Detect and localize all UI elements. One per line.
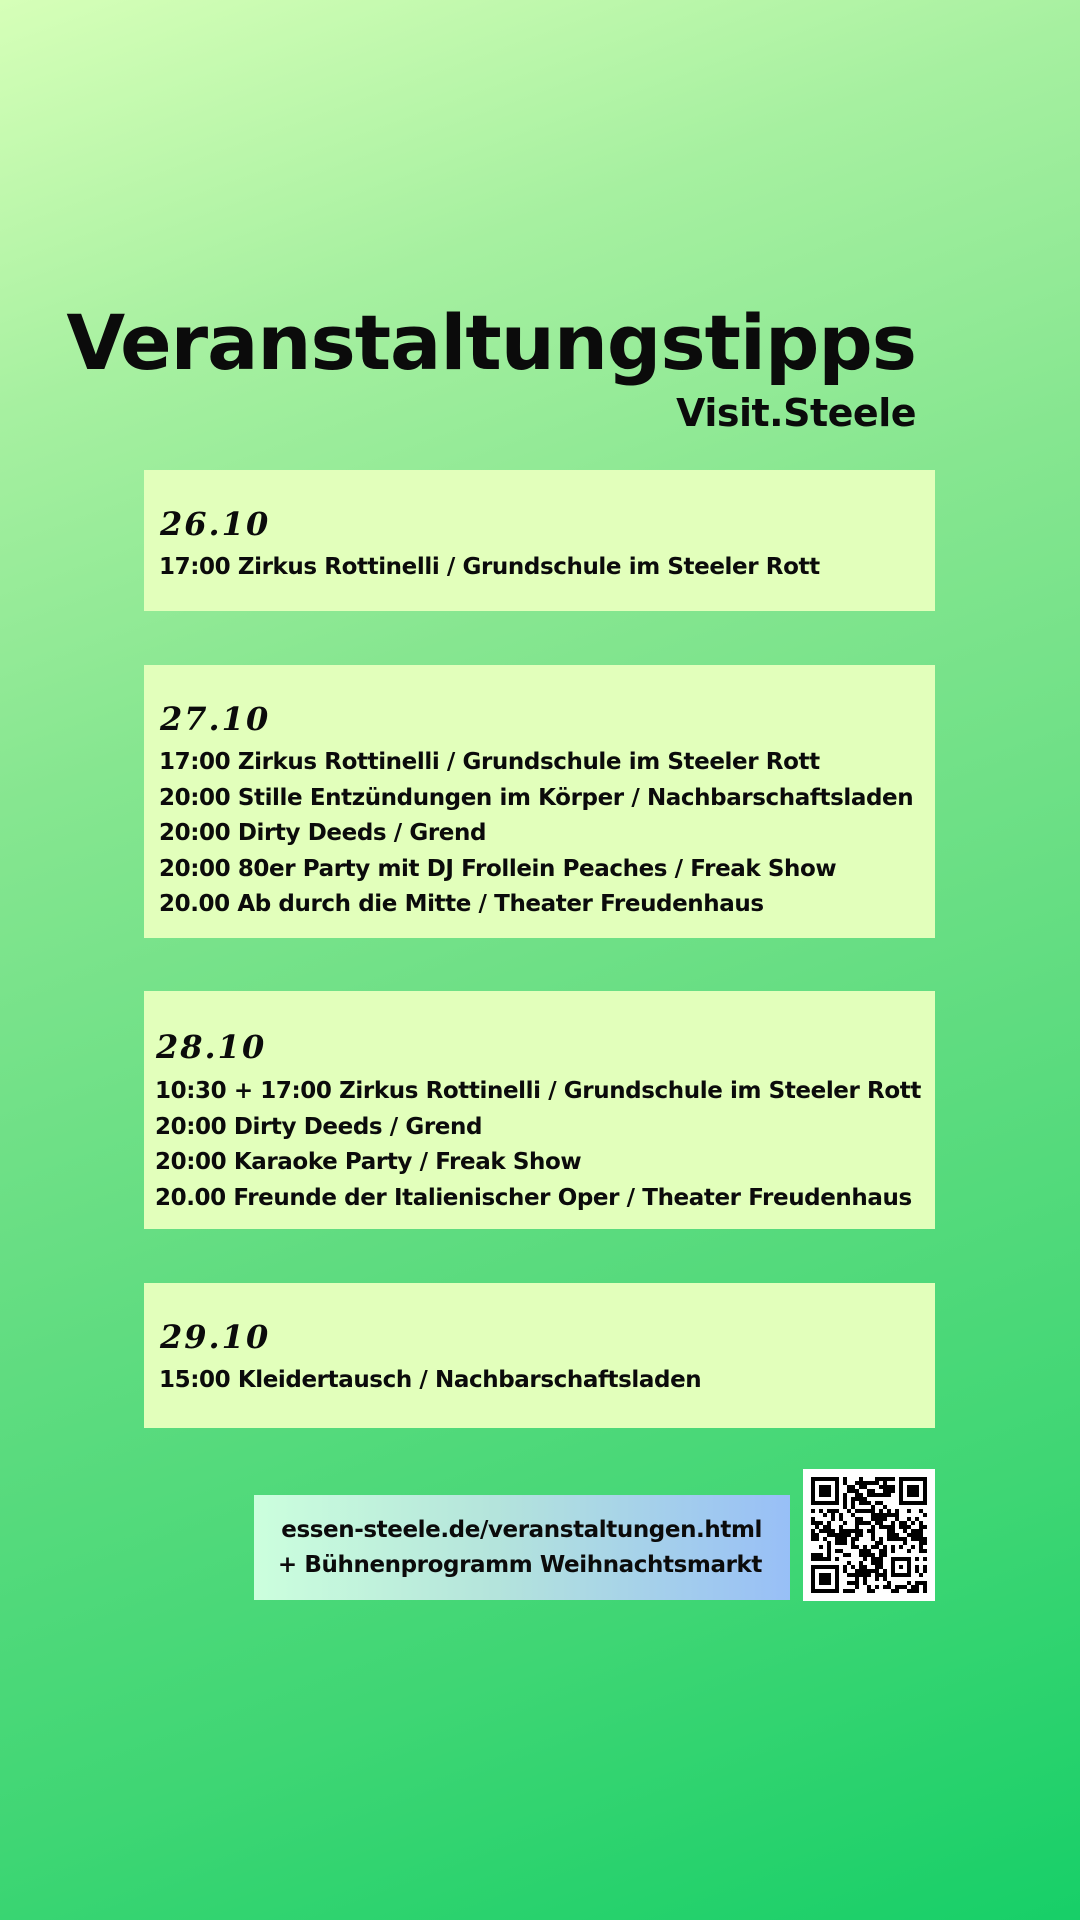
event-date: 28.10 bbox=[156, 1028, 267, 1066]
event-item: 15:00 Kleidertausch / Nachbarschaftsladen bbox=[159, 1367, 702, 1393]
stage-program-note: + Bühnenprogramm Weihnachtsmarkt bbox=[277, 1551, 762, 1578]
website-link-box[interactable] bbox=[254, 1495, 790, 1600]
page-title: Veranstaltungstipps bbox=[66, 298, 916, 387]
event-item: 20.00 Freunde der Italienischer Oper / Theater Freudenhaus bbox=[155, 1184, 912, 1211]
event-date: 27.10 bbox=[160, 700, 271, 738]
website-link[interactable]: essen-steele.de/veranstaltungen.html bbox=[281, 1516, 762, 1543]
event-day-card bbox=[144, 665, 935, 938]
event-day-card bbox=[144, 991, 935, 1229]
event-item: 20:00 Dirty Deeds / Grend bbox=[155, 1113, 483, 1140]
qr-code-icon bbox=[811, 1477, 927, 1593]
event-item: 20:00 Karaoke Party / Freak Show bbox=[155, 1149, 582, 1175]
page-subtitle: Visit.Steele bbox=[676, 391, 916, 435]
event-day-card bbox=[144, 1283, 935, 1428]
event-item: 20:00 Dirty Deeds / Grend bbox=[159, 820, 487, 846]
event-item: 17:00 Zirkus Rottinelli / Grundschule im Steeler Rott bbox=[159, 554, 820, 580]
qr-code[interactable] bbox=[803, 1469, 935, 1601]
event-item: 20.00 Ab durch die Mitte / Theater Freudenhaus bbox=[159, 891, 764, 917]
event-item: 17:00 Zirkus Rottinelli / Grundschule im Steeler Rott bbox=[159, 749, 820, 775]
event-day-card bbox=[144, 470, 935, 611]
event-date: 29.10 bbox=[160, 1318, 271, 1356]
event-date: 26.10 bbox=[160, 505, 271, 543]
event-list bbox=[155, 1074, 921, 1216]
event-list bbox=[159, 550, 820, 586]
event-list bbox=[159, 745, 913, 923]
event-list bbox=[159, 1363, 701, 1399]
event-item: 20:00 80er Party mit DJ Frollein Peaches / Freak Show bbox=[159, 855, 837, 882]
event-item: 20:00 Stille Entzündungen im Körper / Nachbarschaftsladen bbox=[159, 784, 914, 811]
event-item: 10:30 + 17:00 Zirkus Rottinelli / Grundschule im Steeler Rott bbox=[155, 1078, 921, 1104]
